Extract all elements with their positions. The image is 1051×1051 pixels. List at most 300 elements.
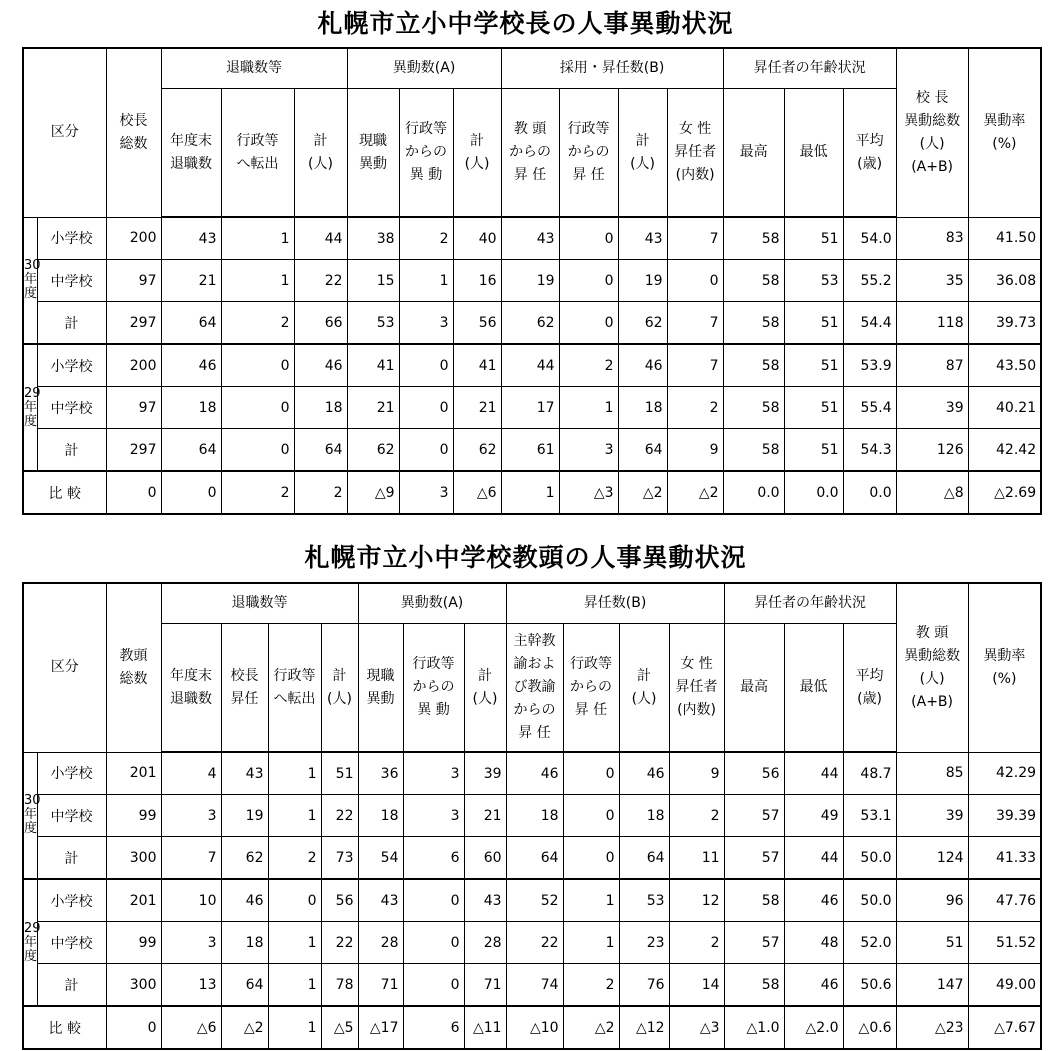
cell-value: 21 bbox=[464, 795, 506, 837]
compare-row bbox=[23, 1006, 1041, 1049]
header-total: 校長 総数 bbox=[106, 48, 161, 217]
table-row bbox=[23, 217, 1041, 260]
column-header: 現職 異動 bbox=[347, 89, 399, 218]
cell-value: 297 bbox=[106, 302, 161, 345]
cell-value: 38 bbox=[347, 217, 399, 260]
cell-value: 2 bbox=[221, 302, 294, 345]
cell-value: 118 bbox=[896, 302, 968, 345]
cell-value: 62 bbox=[347, 429, 399, 472]
cell-value: 12 bbox=[669, 879, 724, 922]
cell-value: 126 bbox=[896, 429, 968, 472]
cell-value: 48 bbox=[784, 922, 843, 964]
cell-value: 2 bbox=[563, 964, 619, 1007]
table-row bbox=[23, 795, 1041, 837]
cell-value: 200 bbox=[106, 217, 161, 260]
cell-value: 3 bbox=[403, 795, 464, 837]
year-label: 30 年 度 bbox=[23, 752, 37, 879]
vice-principal-transfer-table bbox=[22, 582, 1042, 1050]
column-header: 計 (人) bbox=[294, 89, 347, 218]
compare-label: 比 較 bbox=[23, 471, 106, 514]
cell-value: △2 bbox=[563, 1006, 619, 1049]
cell-value: 13 bbox=[161, 964, 221, 1007]
cell-value: 0 bbox=[399, 429, 453, 472]
table-row bbox=[23, 302, 1041, 345]
cell-value: 39 bbox=[896, 387, 968, 429]
cell-value: 56 bbox=[321, 879, 358, 922]
cell-value: 10 bbox=[161, 879, 221, 922]
header-transfer-a: 異動数(A) bbox=[358, 583, 506, 624]
cell-value: 22 bbox=[321, 795, 358, 837]
header-rate: 異動率 (%) bbox=[968, 48, 1041, 217]
cell-value: 50.6 bbox=[843, 964, 896, 1007]
cell-value: 1 bbox=[563, 879, 619, 922]
row-label: 小学校 bbox=[37, 752, 106, 795]
cell-value: 0 bbox=[268, 879, 321, 922]
cell-value: 58 bbox=[723, 260, 784, 302]
year-label: 30 年 度 bbox=[23, 217, 37, 344]
cell-value: 0 bbox=[161, 471, 221, 514]
cell-value: 1 bbox=[268, 1006, 321, 1049]
cell-value: 36 bbox=[358, 752, 403, 795]
cell-value: 66 bbox=[294, 302, 347, 345]
cell-value: 0 bbox=[667, 260, 723, 302]
table-row bbox=[23, 837, 1041, 880]
cell-value: 46 bbox=[294, 344, 347, 387]
cell-value: 7 bbox=[667, 344, 723, 387]
cell-value: 17 bbox=[501, 387, 559, 429]
cell-value: △3 bbox=[559, 471, 618, 514]
cell-value: 74 bbox=[506, 964, 563, 1007]
cell-value: 73 bbox=[321, 837, 358, 880]
cell-value: 96 bbox=[896, 879, 968, 922]
column-header: 女 性 昇任者 (内数) bbox=[667, 89, 723, 218]
column-header: 最高 bbox=[723, 89, 784, 218]
cell-value: 18 bbox=[618, 387, 667, 429]
cell-value: △2 bbox=[618, 471, 667, 514]
cell-value: △2 bbox=[221, 1006, 268, 1049]
cell-value: 99 bbox=[106, 795, 161, 837]
cell-value: 7 bbox=[667, 302, 723, 345]
column-header: 年度末 退職数 bbox=[161, 89, 221, 218]
column-header: 最低 bbox=[784, 89, 843, 218]
cell-value: 18 bbox=[506, 795, 563, 837]
cell-value: 19 bbox=[221, 795, 268, 837]
cell-value: 52.0 bbox=[843, 922, 896, 964]
cell-value: 40.21 bbox=[968, 387, 1041, 429]
cell-value: △0.6 bbox=[843, 1006, 896, 1049]
principal-transfer-table bbox=[22, 47, 1042, 515]
cell-value: 55.4 bbox=[843, 387, 896, 429]
cell-value: 1 bbox=[268, 795, 321, 837]
cell-value: 53.9 bbox=[843, 344, 896, 387]
cell-value: 58 bbox=[723, 344, 784, 387]
cell-value: 2 bbox=[667, 387, 723, 429]
cell-value: 9 bbox=[669, 752, 724, 795]
column-header: 行政等 へ転出 bbox=[221, 89, 294, 218]
cell-value: 0.0 bbox=[784, 471, 843, 514]
cell-value: 41.50 bbox=[968, 217, 1041, 260]
cell-value: 18 bbox=[294, 387, 347, 429]
cell-value: 2 bbox=[559, 344, 618, 387]
cell-value: 46 bbox=[221, 879, 268, 922]
cell-value: 51 bbox=[896, 922, 968, 964]
cell-value: 1 bbox=[559, 387, 618, 429]
cell-value: 58 bbox=[723, 387, 784, 429]
cell-value: △5 bbox=[321, 1006, 358, 1049]
cell-value: △12 bbox=[619, 1006, 669, 1049]
cell-value: 71 bbox=[358, 964, 403, 1007]
cell-value: 51 bbox=[784, 302, 843, 345]
column-header: 最低 bbox=[784, 624, 843, 753]
table1-title: 札幌市立小中学校長の人事異動状況 bbox=[317, 9, 734, 38]
cell-value: 0 bbox=[559, 302, 618, 345]
cell-value: 54.0 bbox=[843, 217, 896, 260]
column-header: 行政等 へ転出 bbox=[268, 624, 321, 753]
cell-value: 53 bbox=[784, 260, 843, 302]
year-label: 29 年 度 bbox=[23, 879, 37, 1006]
cell-value: △3 bbox=[669, 1006, 724, 1049]
table-row bbox=[23, 964, 1041, 1007]
cell-value: 3 bbox=[403, 752, 464, 795]
cell-value: 97 bbox=[106, 387, 161, 429]
cell-value: 41 bbox=[347, 344, 399, 387]
cell-value: 18 bbox=[358, 795, 403, 837]
cell-value: 36.08 bbox=[968, 260, 1041, 302]
table-row bbox=[23, 752, 1041, 795]
cell-value: 41.33 bbox=[968, 837, 1041, 880]
cell-value: 1 bbox=[399, 260, 453, 302]
cell-value: 76 bbox=[619, 964, 669, 1007]
cell-value: △11 bbox=[464, 1006, 506, 1049]
cell-value: 51 bbox=[784, 217, 843, 260]
cell-value: 71 bbox=[464, 964, 506, 1007]
cell-value: 3 bbox=[161, 795, 221, 837]
header-age: 昇任者の年齢状況 bbox=[724, 583, 896, 624]
cell-value: 300 bbox=[106, 964, 161, 1007]
cell-value: 43.50 bbox=[968, 344, 1041, 387]
cell-value: 0 bbox=[559, 260, 618, 302]
cell-value: 85 bbox=[896, 752, 968, 795]
column-header: 計 (人) bbox=[618, 89, 667, 218]
cell-value: 49.00 bbox=[968, 964, 1041, 1007]
cell-value: 21 bbox=[161, 260, 221, 302]
cell-value: 99 bbox=[106, 922, 161, 964]
cell-value: 44 bbox=[784, 752, 843, 795]
header-promotion-b: 採用・昇任数(B) bbox=[501, 48, 723, 89]
table-row bbox=[23, 922, 1041, 964]
cell-value: 3 bbox=[399, 471, 453, 514]
cell-value: 50.0 bbox=[843, 837, 896, 880]
cell-value: 57 bbox=[724, 795, 784, 837]
cell-value: 57 bbox=[724, 922, 784, 964]
column-header: 現職 異動 bbox=[358, 624, 403, 753]
header-rate: 異動率 (%) bbox=[968, 583, 1041, 752]
cell-value: 46 bbox=[618, 344, 667, 387]
column-header: 計 (人) bbox=[619, 624, 669, 753]
cell-value: 0 bbox=[106, 471, 161, 514]
cell-value: 44 bbox=[294, 217, 347, 260]
cell-value: 46 bbox=[619, 752, 669, 795]
cell-value: 51 bbox=[784, 429, 843, 472]
cell-value: △17 bbox=[358, 1006, 403, 1049]
cell-value: 48.7 bbox=[843, 752, 896, 795]
cell-value: 43 bbox=[358, 879, 403, 922]
cell-value: 54 bbox=[358, 837, 403, 880]
row-label: 計 bbox=[37, 964, 106, 1007]
column-header: 校長 昇任 bbox=[221, 624, 268, 753]
year-label: 29 年 度 bbox=[23, 344, 37, 471]
header-age: 昇任者の年齢状況 bbox=[723, 48, 896, 89]
row-label: 小学校 bbox=[37, 217, 106, 260]
cell-value: 18 bbox=[619, 795, 669, 837]
cell-value: △6 bbox=[453, 471, 501, 514]
cell-value: 58 bbox=[724, 879, 784, 922]
cell-value: 61 bbox=[501, 429, 559, 472]
cell-value: 0 bbox=[559, 217, 618, 260]
cell-value: 7 bbox=[667, 217, 723, 260]
cell-value: 51 bbox=[784, 387, 843, 429]
cell-value: 1 bbox=[268, 922, 321, 964]
column-header: 行政等 からの 異 動 bbox=[399, 89, 453, 218]
cell-value: 46 bbox=[784, 879, 843, 922]
row-label: 中学校 bbox=[37, 387, 106, 429]
cell-value: 53.1 bbox=[843, 795, 896, 837]
row-label: 計 bbox=[37, 837, 106, 880]
cell-value: 41 bbox=[453, 344, 501, 387]
cell-value: 19 bbox=[618, 260, 667, 302]
cell-value: 14 bbox=[669, 964, 724, 1007]
cell-value: 23 bbox=[619, 922, 669, 964]
table-row bbox=[23, 260, 1041, 302]
cell-value: 22 bbox=[506, 922, 563, 964]
cell-value: 0 bbox=[221, 387, 294, 429]
table-row bbox=[23, 429, 1041, 472]
cell-value: 7 bbox=[161, 837, 221, 880]
cell-value: △2 bbox=[667, 471, 723, 514]
header-kubun: 区分 bbox=[23, 583, 106, 752]
cell-value: 46 bbox=[161, 344, 221, 387]
row-label: 小学校 bbox=[37, 879, 106, 922]
cell-value: 200 bbox=[106, 344, 161, 387]
column-header: 年度末 退職数 bbox=[161, 624, 221, 753]
cell-value: 58 bbox=[723, 429, 784, 472]
cell-value: 22 bbox=[321, 922, 358, 964]
row-label: 中学校 bbox=[37, 795, 106, 837]
compare-row bbox=[23, 471, 1041, 514]
header-transfer-a: 異動数(A) bbox=[347, 48, 501, 89]
cell-value: 0.0 bbox=[843, 471, 896, 514]
cell-value: 0 bbox=[399, 344, 453, 387]
cell-value: 52 bbox=[506, 879, 563, 922]
cell-value: 201 bbox=[106, 752, 161, 795]
cell-value: 87 bbox=[896, 344, 968, 387]
cell-value: 56 bbox=[453, 302, 501, 345]
header-total: 教頭 総数 bbox=[106, 583, 161, 752]
column-header: 計 (人) bbox=[464, 624, 506, 753]
cell-value: 64 bbox=[221, 964, 268, 1007]
cell-value: 9 bbox=[667, 429, 723, 472]
cell-value: △2.69 bbox=[968, 471, 1041, 514]
cell-value: 64 bbox=[619, 837, 669, 880]
cell-value: 0 bbox=[563, 837, 619, 880]
cell-value: 44 bbox=[784, 837, 843, 880]
cell-value: 54.3 bbox=[843, 429, 896, 472]
header-kubun: 区分 bbox=[23, 48, 106, 217]
cell-value: 18 bbox=[161, 387, 221, 429]
cell-value: 54.4 bbox=[843, 302, 896, 345]
cell-value: 43 bbox=[161, 217, 221, 260]
cell-value: 47.76 bbox=[968, 879, 1041, 922]
cell-value: 1 bbox=[221, 217, 294, 260]
cell-value: 0 bbox=[399, 387, 453, 429]
cell-value: 21 bbox=[453, 387, 501, 429]
row-label: 小学校 bbox=[37, 344, 106, 387]
cell-value: 64 bbox=[161, 429, 221, 472]
cell-value: 0 bbox=[563, 752, 619, 795]
row-label: 中学校 bbox=[37, 922, 106, 964]
cell-value: 97 bbox=[106, 260, 161, 302]
cell-value: 0 bbox=[403, 964, 464, 1007]
cell-value: 39.39 bbox=[968, 795, 1041, 837]
table-row bbox=[23, 879, 1041, 922]
cell-value: 0 bbox=[403, 922, 464, 964]
cell-value: 46 bbox=[784, 964, 843, 1007]
column-header: 行政等 からの 昇 任 bbox=[559, 89, 618, 218]
cell-value: 147 bbox=[896, 964, 968, 1007]
cell-value: 62 bbox=[618, 302, 667, 345]
cell-value: 35 bbox=[896, 260, 968, 302]
cell-value: 19 bbox=[501, 260, 559, 302]
cell-value: 1 bbox=[563, 922, 619, 964]
cell-value: △9 bbox=[347, 471, 399, 514]
cell-value: 2 bbox=[669, 795, 724, 837]
cell-value: 3 bbox=[399, 302, 453, 345]
cell-value: 28 bbox=[464, 922, 506, 964]
cell-value: 64 bbox=[618, 429, 667, 472]
row-label: 計 bbox=[37, 302, 106, 345]
cell-value: 22 bbox=[294, 260, 347, 302]
cell-value: 15 bbox=[347, 260, 399, 302]
cell-value: △1.0 bbox=[724, 1006, 784, 1049]
cell-value: 18 bbox=[221, 922, 268, 964]
cell-value: 62 bbox=[453, 429, 501, 472]
column-header: 行政等 からの 異 動 bbox=[403, 624, 464, 753]
table-row bbox=[23, 387, 1041, 429]
cell-value: 28 bbox=[358, 922, 403, 964]
cell-value: 83 bbox=[896, 217, 968, 260]
column-header: 主幹教 諭およ び教諭 からの 昇 任 bbox=[506, 624, 563, 753]
cell-value: 39.73 bbox=[968, 302, 1041, 345]
cell-value: 300 bbox=[106, 837, 161, 880]
column-header: 計 (人) bbox=[321, 624, 358, 753]
cell-value: 4 bbox=[161, 752, 221, 795]
cell-value: 2 bbox=[268, 837, 321, 880]
column-header: 最高 bbox=[724, 624, 784, 753]
cell-value: 2 bbox=[221, 471, 294, 514]
header-sum: 教 頭 異動総数 (人) (A+B) bbox=[896, 583, 968, 752]
cell-value: 46 bbox=[506, 752, 563, 795]
cell-value: 62 bbox=[221, 837, 268, 880]
cell-value: 58 bbox=[723, 217, 784, 260]
cell-value: 58 bbox=[723, 302, 784, 345]
cell-value: △7.67 bbox=[968, 1006, 1041, 1049]
cell-value: 78 bbox=[321, 964, 358, 1007]
cell-value: 60 bbox=[464, 837, 506, 880]
cell-value: 64 bbox=[506, 837, 563, 880]
cell-value: 2 bbox=[294, 471, 347, 514]
cell-value: 53 bbox=[619, 879, 669, 922]
cell-value: 1 bbox=[268, 752, 321, 795]
cell-value: 44 bbox=[501, 344, 559, 387]
cell-value: 56 bbox=[724, 752, 784, 795]
header-promotion-b: 昇任数(B) bbox=[506, 583, 724, 624]
cell-value: 1 bbox=[268, 964, 321, 1007]
cell-value: 0 bbox=[106, 1006, 161, 1049]
column-header: 行政等 からの 昇 任 bbox=[563, 624, 619, 753]
cell-value: 42.29 bbox=[968, 752, 1041, 795]
cell-value: 39 bbox=[896, 795, 968, 837]
cell-value: △6 bbox=[161, 1006, 221, 1049]
cell-value: 21 bbox=[347, 387, 399, 429]
cell-value: 0.0 bbox=[723, 471, 784, 514]
table-row bbox=[23, 344, 1041, 387]
cell-value: 3 bbox=[559, 429, 618, 472]
row-label: 計 bbox=[37, 429, 106, 472]
cell-value: 1 bbox=[221, 260, 294, 302]
cell-value: 43 bbox=[618, 217, 667, 260]
table2-title: 札幌市立小中学校教頭の人事異動状況 bbox=[304, 543, 747, 572]
cell-value: 55.2 bbox=[843, 260, 896, 302]
cell-value: △10 bbox=[506, 1006, 563, 1049]
cell-value: 43 bbox=[501, 217, 559, 260]
column-header: 平均 (歳) bbox=[843, 89, 896, 218]
cell-value: 1 bbox=[501, 471, 559, 514]
cell-value: 53 bbox=[347, 302, 399, 345]
cell-value: 201 bbox=[106, 879, 161, 922]
cell-value: 58 bbox=[724, 964, 784, 1007]
header-sum: 校 長 異動総数 (人) (A+B) bbox=[896, 48, 968, 217]
header-retirement: 退職数等 bbox=[161, 583, 358, 624]
row-label: 中学校 bbox=[37, 260, 106, 302]
cell-value: 49 bbox=[784, 795, 843, 837]
cell-value: 51.52 bbox=[968, 922, 1041, 964]
column-header: 教 頭 からの 昇 任 bbox=[501, 89, 559, 218]
cell-value: △8 bbox=[896, 471, 968, 514]
compare-label: 比 較 bbox=[23, 1006, 106, 1049]
cell-value: 40 bbox=[453, 217, 501, 260]
cell-value: 0 bbox=[563, 795, 619, 837]
cell-value: 6 bbox=[403, 1006, 464, 1049]
cell-value: 297 bbox=[106, 429, 161, 472]
cell-value: 43 bbox=[464, 879, 506, 922]
cell-value: 0 bbox=[221, 344, 294, 387]
cell-value: 64 bbox=[294, 429, 347, 472]
cell-value: 2 bbox=[399, 217, 453, 260]
cell-value: 51 bbox=[784, 344, 843, 387]
cell-value: 50.0 bbox=[843, 879, 896, 922]
cell-value: 2 bbox=[669, 922, 724, 964]
cell-value: △2.0 bbox=[784, 1006, 843, 1049]
cell-value: 3 bbox=[161, 922, 221, 964]
column-header: 女 性 昇任者 (内数) bbox=[669, 624, 724, 753]
cell-value: 51 bbox=[321, 752, 358, 795]
column-header: 計 (人) bbox=[453, 89, 501, 218]
cell-value: 62 bbox=[501, 302, 559, 345]
cell-value: 6 bbox=[403, 837, 464, 880]
header-retirement: 退職数等 bbox=[161, 48, 347, 89]
cell-value: 0 bbox=[221, 429, 294, 472]
cell-value: 0 bbox=[403, 879, 464, 922]
